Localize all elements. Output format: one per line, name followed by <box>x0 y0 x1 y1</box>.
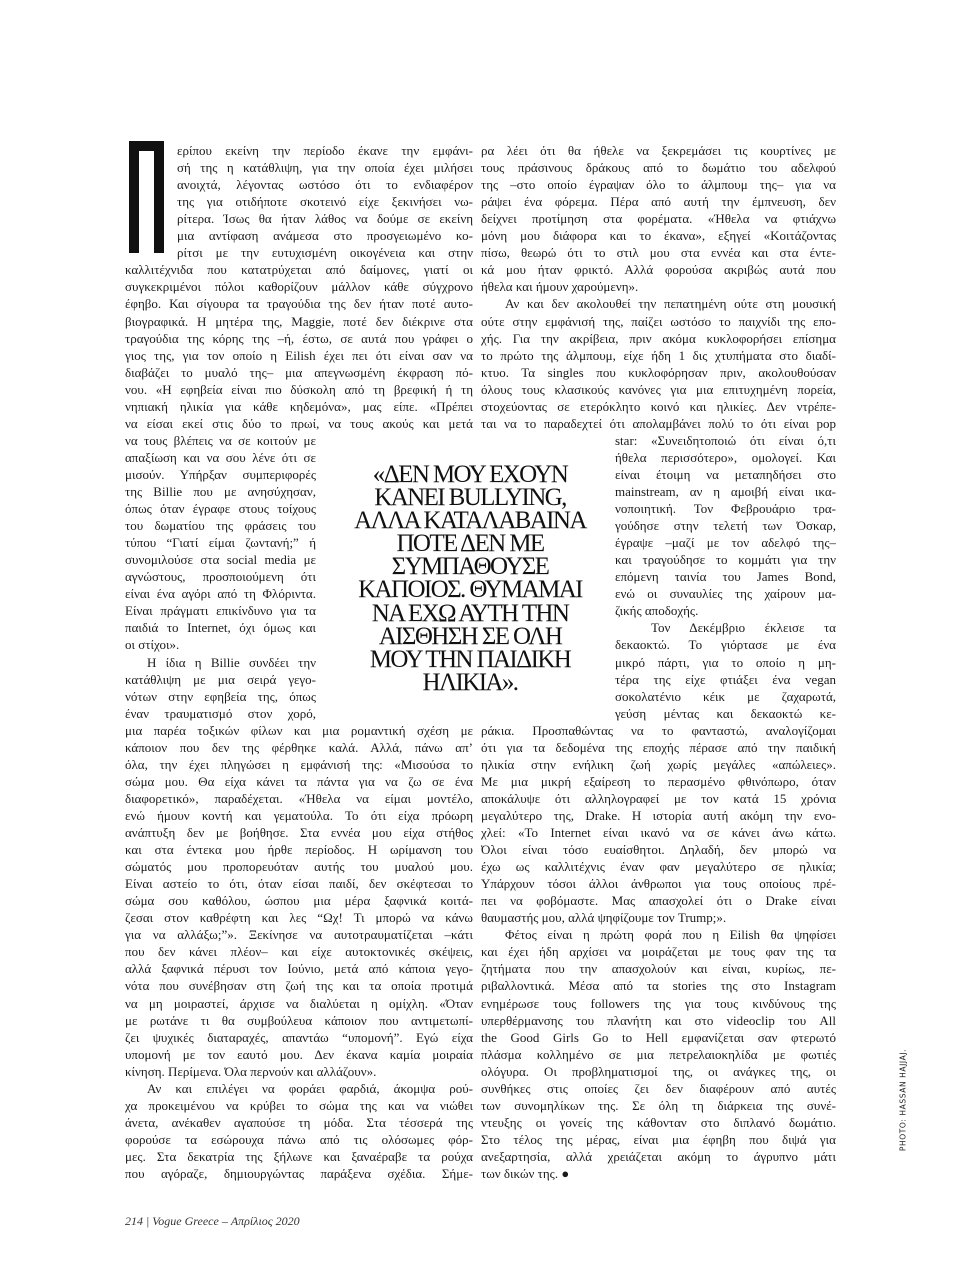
text-line: Με μια μικρή εξαίρεση το περασμένο φθινόπωρο, όταν <box>481 773 836 789</box>
text-line: βιογραφικά. Η μητέρα της, Maggie, ποτέ δεν διέκρινε στα <box>125 313 473 329</box>
text-line: μόνη μου διάφορα και το έκανα», εξηγεί «Κοιτάζοντας <box>481 228 836 244</box>
text-line: κά μου ήταν φρικτό. Αλλά φορούσα ακριβώς αυτά που <box>481 262 836 278</box>
text-line: νοποιητική. Τον Φεβρουάριο τρα- <box>615 501 836 517</box>
text-line: που αγόραζε, δημιουργώντας παράξενα σχέδια. Σήμε- <box>125 1166 473 1181</box>
text-line: πίσω, θεωρώ ότι το στιλ μου στα εννέα και στα έντε- <box>481 245 836 261</box>
pull-quote-line: ΚΑΠΟΙΟΣ. ΘΥΜΑΜΑΙ <box>358 576 582 604</box>
text-line: συγκεκριμένοι πόλοι καθορίζουν μάλλον κάθε σύγχρονο <box>125 279 473 295</box>
text-line: ανοιχτά, λέγοντας ωστόσο ότι το ενδιαφέρον <box>177 177 473 193</box>
text-line: star: «Συνειδητοποιώ ότι είναι ό,τι <box>615 432 836 448</box>
text-line: υπερθέρμανσης του πλανήτη και στο videoclip του All <box>481 1012 836 1028</box>
text-line: ηλικία στην ενήλικη ζωή χωρίς μεγάλες «απώλειες». <box>481 756 836 772</box>
text-line: κατάθλιψη με μια σειρά γεγο- <box>125 671 316 687</box>
text-line: σοκολατένιο κέικ με ζαχαρωτά, <box>615 688 836 704</box>
pull-quote-line: ΜΟΥ ΤΗΝ ΠΑΙΔΙΚΗ <box>369 645 571 673</box>
text-line: της Billie που με ανησύχησαν, <box>125 484 316 499</box>
text-line: είναι ένα αγόρι από τη Φλόριντα. <box>125 586 316 602</box>
text-line: πει να φοβόμαστε. Μας απασχολεί ότι ο Drake είναι <box>481 893 836 909</box>
pull-quote-line: ΑΛΛΑ ΚΑΤΑΛΑΒΑΙΝΑ <box>354 507 586 535</box>
text-line: ήθελα και ήμουν χαρούμενη». <box>481 279 639 295</box>
text-line: ται να το παραδεχτεί ότι απολαμβάνει πολύ το ότι είναι pop <box>481 415 836 431</box>
text-line: ανάπτυξη δεν με βοήθησε. Στα εννέα μου είχα στήθος <box>125 825 473 840</box>
pull-quote-line: ΝΑ ΕΧΩ ΑΥΤΗ ΤΗΝ <box>371 599 569 627</box>
text-line: για να αλλάξω;”». Ξεκίνησε να αυτοτραυματίζεται –κάτι <box>125 927 473 943</box>
text-line: ρα λέει ότι θα ήθελε να ξεκρεμάσει τις κουρτίνες με <box>481 143 836 158</box>
text-line: Αν και δεν ακολουθεί την πεπατημένη ούτε στη μουσική <box>505 296 836 312</box>
text-line: ολόγυρα. Οι προβληματισμοί της, οι ανάγκες της, οι <box>481 1063 836 1079</box>
text-line: νου. «Η εφηβεία είναι πιο δύσκολη από τη βρεφική ή τη <box>125 381 473 397</box>
text-line: των συνομηλίκων της. Σε όλη τη διάρκεια της συνέ- <box>481 1097 836 1113</box>
text-line: άνετα, ανέκαθεν αγαπούσε τη μόδα. Στα τέσσερά της <box>125 1114 473 1130</box>
text-line: και στα έντεκα μου ήρθε περίοδος. Η ωρίμανση του <box>125 842 473 858</box>
text-line: ότι για τα δεδομένα της εποχής πέρασε από την παιδική <box>481 739 836 755</box>
text-line: ζητήματα που την απασχολούν και είναι, κυρίως, πε- <box>481 961 836 977</box>
text-line: χής. Για την ακρίβεια, πριν ακόμα κυκλοφορήσει επίσημα <box>481 330 836 346</box>
text-line: ζεσαι στον καθρέφτη και λες “Ωχ! Τι μπορώ να κάνω <box>125 910 473 926</box>
text-line: ενημέρωσε τους followers της για τους κινδύνους της <box>481 995 836 1011</box>
pull-quote-line: ΗΛΙΚΙΑ». <box>422 668 518 696</box>
text-line: ενώ οι συναυλίες της χαίρουν μα- <box>615 586 836 602</box>
text-line: σή της η κατάθλιψη, για την οποία έχει μιλήσει <box>177 160 473 176</box>
text-line: αλλά ξαφνικά πέρυσι τον Ιούνιο, μετά από κάποια γεγο- <box>125 961 473 977</box>
text-line: μικρό πάρτι, για το οποίο η μη- <box>615 654 836 670</box>
text-line: ενώ ήμουν κοντή και γεματούλα. Το ότι είχα πρόωρη <box>125 807 473 823</box>
pull-quote-line: ΚΑΝΕΙ BULLYING, <box>374 484 566 512</box>
text-line: τραγούδια της κόρης της –ή, έστω, σε αυτά που γράφει ο <box>125 330 473 346</box>
text-line: φορούσε τα εσώρουχα πάνω από τις ολόσωμες φόρ- <box>125 1131 473 1147</box>
text-line: διαβάζει το μυαλό της– μια απεγνωσμένη έκφραση πό- <box>125 364 473 380</box>
text-line: σώματός μου προπορευόταν αυτής του μυαλού μου. <box>125 859 473 875</box>
text-line: Όλοι είναι τόσο ευαίσθητοι. Δηλαδή, δεν μπορώ να <box>481 842 836 858</box>
text-line: να μη μοιραστεί, άρχισε να διαλύεται η ομίχλη. «Όταν <box>125 995 473 1011</box>
drop-cap-letter <box>129 141 164 253</box>
text-line: κίνηση. Περίμενα. Όλα περνούν και αλλάζουν». <box>125 1063 377 1079</box>
text-line: τύπου “Γιατί είμαι ζωντανή;” ή <box>125 535 316 551</box>
text-line: και έχει ήδη αρχίσει να μοιράζεται με τους φαν της τα <box>481 944 836 960</box>
text-line: έγραψε –μαζί με τον αδελφό της– <box>615 535 836 551</box>
text-line: διαφορετικό», παραδέχεται. «Ήθελα να είμαι μοντέλο, <box>125 790 473 806</box>
text-line: δεκαοκτώ. Το γιόρτασε με ένα <box>615 637 836 653</box>
text-line: μισούν. Υπήρξαν συμπεριφορές <box>125 466 316 482</box>
text-line: ντευξης οι γονείς της κάθονταν στο διπλανό δωμάτιο. <box>481 1114 836 1130</box>
text-line: συνομιλούσε στα social media με <box>125 552 316 568</box>
text-line: στοχεύοντας σε ετερόκλητο κοινό και ηλικίες. Δεν ντρέπε- <box>481 398 836 414</box>
text-line: ερίπου εκείνη την περίοδο έκανε την εμφάνι- <box>177 143 473 158</box>
text-line: επόμενη ταινία του James Bond, <box>615 569 836 585</box>
text-line: μια αντίφαση ανάμεσα στο προσγειωμένο κο- <box>177 228 473 244</box>
text-line: το πρώτο της άλμπουμ, είχε ήδη 1 δις χτυπήματα στο διαδί- <box>481 347 836 363</box>
text-line: και τραγούδησε το κομμάτι για την <box>615 552 836 568</box>
text-line: αποκάλυψε ότι αλληλογραφεί με τον κατά 15 χρόνια <box>481 790 836 806</box>
text-line: έναν τραυματισμό στον χορό, <box>125 705 316 721</box>
pull-quote-line: «ΔΕΝ ΜΟΥ ΕΧΟΥΝ <box>372 461 568 488</box>
text-line: μεγαλύτερο της, Drake. Η ιστορία αυτή ακόμη την ενο- <box>481 807 836 823</box>
text-line: της για οτιδήποτε σκοτεινό είχε ξεκινήσει νω- <box>177 194 473 210</box>
text-line: ρίτσι με την ευτυχισμένη οικογένεια και στην <box>177 245 473 261</box>
text-line: νότων στην εφηβεία της, όπως <box>125 688 316 704</box>
text-line: ήθελα περισσότερο», ομολογεί. Και <box>615 449 836 465</box>
text-line: όλους τους κλασικούς κανόνες για μια επιτυχημένη πορεία, <box>481 381 836 397</box>
text-line: ανεξαρτησία, αλλά χρειάζεται ακόμη το άγρυπνο μάτι <box>481 1148 836 1164</box>
text-line: νότα που συνέβησαν στη ζωή της και τα οποία προτιμά <box>125 978 473 994</box>
text-line: Αν και επιλέγει να φοράει φαρδιά, άκομψα ρού- <box>147 1080 473 1096</box>
text-line: Τον Δεκέμβριο έκλεισε τα <box>651 620 836 636</box>
text-line: απαξίωση και να σου λένε ότι σε <box>125 449 316 465</box>
text-line: οι στίχοι». <box>125 637 180 653</box>
text-line: έχω ως καλλιτέχνις έναν φαν μεγαλύτερο σε ηλικία; <box>481 859 836 875</box>
text-line: κτυο. Τα singles που κυκλοφόρησαν πριν, ακολουθούσαν <box>481 364 836 380</box>
text-line: Η ίδια η Billie συνδέει την <box>147 654 316 670</box>
text-line: γεύση μέντας και δεκαοκτώ κε- <box>615 705 836 721</box>
text-line: όλα, την έχει πληγώσει η εμφάνισή της: «Μισούσα το <box>125 756 473 772</box>
text-line: να τους βλέπεις να σε κοιτούν με <box>125 432 316 448</box>
text-line: του δωματίου της φράσεις του <box>125 518 316 534</box>
text-line: συνθήκες στις οποίες ζει δεν διαφέρουν από αυτές <box>481 1080 836 1096</box>
text-line: όπως όταν έγραφε στους τοίχους <box>125 501 316 517</box>
pull-quote <box>335 463 605 694</box>
text-line: μες. Στα δεκατρία της ξήλωνε και ξαναέραβε τα ρούχα <box>125 1148 473 1164</box>
text-line: έφηβο. Και σίγουρα τα τραγούδια της δεν ήταν ποτέ αυτο- <box>125 296 473 312</box>
text-line: της –στο οποίο έγραψαν όλο το άλμπουμ της– για να <box>481 177 836 193</box>
text-line: Είναι αστείο το ότι, όταν είσαι παιδί, δεν σκέφτεσαι το <box>125 876 473 892</box>
text-line: τέρα της είχε φτιάξει ένα vegan <box>615 671 836 687</box>
text-line: the Good Girls Go to Hell εμφανίζεται σαν φτερωτό <box>481 1029 836 1045</box>
text-line: κάποιον που δεν της φέρθηκε καλά. Αλλά, πάνω απ’ <box>125 739 473 755</box>
text-line: ριβαλλοντικά. Μέσα από τα stories της στο Instagram <box>481 978 836 994</box>
text-line: με ρωτάνε τι θα συμβούλευα κάποιον που αντιμετωπί- <box>125 1012 473 1028</box>
text-line: δείχνει προτίμηση στα φορέματα. «Ήθελα να φτιάχνω <box>481 211 836 227</box>
text-line: σώμα μου. Θα είχα κάνει τα πάντα για να ζω σε ένα <box>125 773 473 789</box>
text-line: γιος της, για τον οποίο η Eilish έχει πει ότι είναι σαν να <box>125 347 473 363</box>
text-line: καλλιτέχνιδα που κατατρύχεται από δαίμονες, γιατί οι <box>125 262 473 278</box>
text-line: ράκια. Προσπαθώντας να το φανταστώ, αναλογίζομαι <box>481 722 836 738</box>
text-line: Στο τέλος της μέρας, είναι μια έφηβη που διψά για <box>481 1131 836 1147</box>
text-line: υπομονή με τον εαυτό μου. Δεν έκανα καμία μοιραία <box>125 1046 473 1062</box>
text-line: mainstream, αν η αμοιβή είναι ικα- <box>615 484 836 499</box>
text-line: πλάσμα κολλημένο σε μια πετρελαιοκηλίδα με φωτιές <box>481 1046 836 1062</box>
text-line: Υπάρχουν τόσοι άλλοι άνθρωποι για τους οποίους πρέ- <box>481 876 836 892</box>
text-line: σώμα σου καθόλου, ώσπου μια μέρα ξαφνικά κοιτά- <box>125 893 473 909</box>
pull-quote-line: ΠΟΤΕ ΔΕΝ ΜΕ <box>396 530 544 558</box>
pull-quote-line: ΣΥΜΠΑΘΟΥΣΕ <box>391 553 549 581</box>
text-line: γούδησε στην τελετή των Όσκαρ, <box>615 518 836 534</box>
photo-credit: PHOTO: HASSAN HAJJAJ. <box>898 1048 908 1152</box>
text-line: που δεν κάνει πλέον– και είχε αυτοκτονικές σκέψεις, <box>125 944 473 960</box>
text-line: ράψει ένα φόρεμα. Πέρα από αυτή την έμπνευση, δεν <box>481 194 836 210</box>
text-line: Είναι πράγματι επικίνδυνο για τα <box>125 603 316 619</box>
text-line: παιδιά το Internet, όχι όμως και <box>125 620 316 636</box>
pull-quote-line: ΑΙΣΘΗΣΗ ΣΕ ΟΛΗ <box>378 622 562 650</box>
text-line: ούτε στην εμφάνισή της, παίζει ωστόσο το παιχνίδι της επο- <box>481 313 836 329</box>
text-line: ζικής αποδοχής. <box>615 603 699 619</box>
text-line: μια παρέα τοξικών φίλων και μια ρομαντική σχέση με <box>125 722 473 738</box>
text-line: είναι έτοιμη να μεταπηδήσει στο <box>615 466 836 482</box>
text-line: χλεί: «Το Internet είναι ικανό να σε κάνει άνω κάτω. <box>481 825 836 840</box>
text-line: να είσαι εκεί στις δύο το πρωί, να τους ακούς και μετά <box>125 415 473 431</box>
text-line: αγνώστους, προσποιούμενη ότι <box>125 569 316 585</box>
text-line: νηπιακή ηλικία για κάθε κηδεμόνα», μας είπε. «Πρέπει <box>125 398 473 414</box>
page-footer: 214 | Vogue Greece – Απρίλιος 2020 <box>125 1214 300 1228</box>
text-line: των δικών της. ● <box>481 1166 570 1181</box>
text-line: τους πράσινους δράκους από το δωμάτιο του αδελφού <box>481 160 836 176</box>
text-line: θαυμαστής μου, αλλά ψηφίζουμε τον Trump;». <box>481 910 727 926</box>
text-line: ρίτερα. Ίσως θα ήταν λάθος να δούμε σε εκείνη <box>177 211 473 227</box>
text-line: χα προκειμένου να κρύβει το σώμα της και να νιώθει <box>125 1097 473 1113</box>
text-line: Φέτος είναι η πρώτη φορά που η Eilish θα ψηφίσει <box>505 927 836 943</box>
text-line: ζει ψυχικές διαταραχές, απαντάω “υπομονή”. Εγώ είχα <box>125 1029 473 1045</box>
